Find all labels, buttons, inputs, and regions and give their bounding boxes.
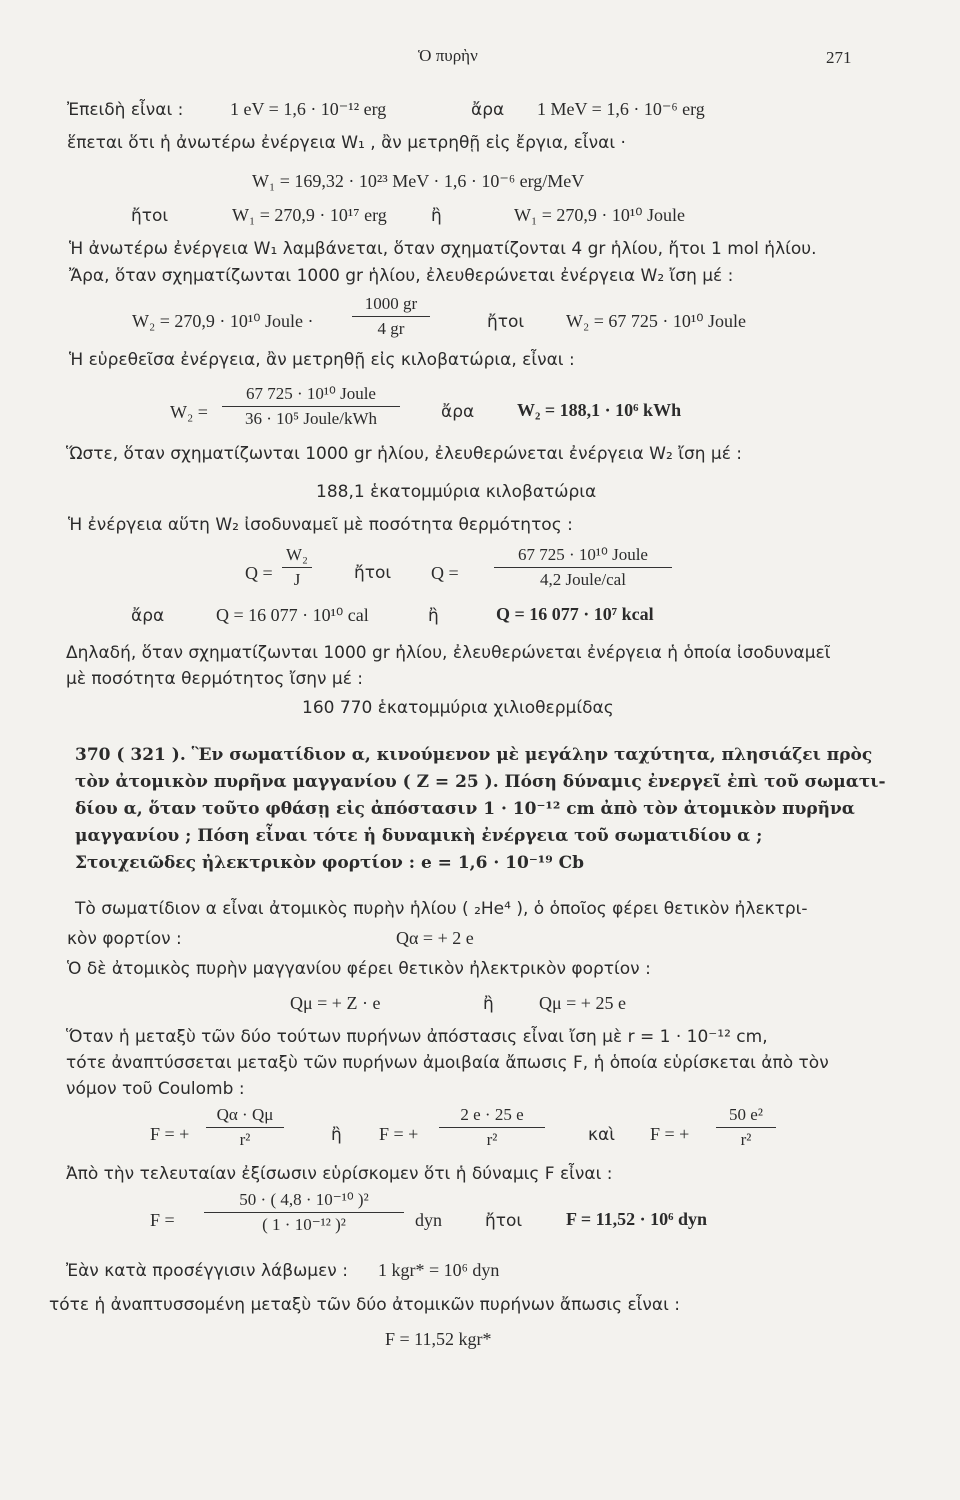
problem-text: 370 ( 321 ). Ἓν σωματίδιον α, κινούμενον μὲ μεγάλην ταχύτητα, πλησιάζει πρὸς bbox=[75, 745, 873, 765]
text-line: 188,1 ἑκατομμύρια κιλοβατώρια bbox=[316, 482, 597, 502]
fraction-denominator: 4 gr bbox=[377, 319, 405, 338]
equation: W₂ = 270,9 · 10¹⁰ Joule · bbox=[132, 311, 314, 331]
text-line: Ἡ ἐνέργεια αὕτη W₂ ἰσοδυναμεῖ μὲ ποσότητα θερμότητος : bbox=[68, 515, 573, 535]
equation: Q = 16 077 · 10¹⁰ cal bbox=[216, 605, 369, 625]
fraction-numerator: 50 · ( 4,8 · 10⁻¹⁰ )² bbox=[204, 1190, 404, 1213]
equation: W₁ = 169,32 · 10²³ MeV · 1,6 · 10⁻⁶ erg/MeV bbox=[252, 171, 585, 191]
equation: Qμ = + Z · e bbox=[290, 993, 381, 1013]
text-line: Ὥστε, ὅταν σχηματίζωνται 1000 gr ἡλίου, ἐλευθερώνεται ἐνέργεια W₂ ἴση μέ : bbox=[66, 444, 743, 464]
text-line: Ἐὰν κατὰ προσέγγισιν λάβωμεν : bbox=[66, 1261, 348, 1281]
text-line: Ἀπὸ τὴν τελευταίαν ἐξίσωσιν εὑρίσκομεν ὅτι ἡ δύναμις F εἶναι : bbox=[66, 1164, 613, 1184]
text-line: Ὁ δὲ ἀτομικὸς πυρὴν μαγγανίου φέρει θετικὸν ἠλεκτρικὸν φορτίον : bbox=[67, 959, 651, 979]
text-line: μὲ ποσότητα θερμότητος ἴσην μέ : bbox=[66, 669, 364, 689]
text-line: τότε ἡ ἀναπτυσσομένη μεταξὺ τῶν δύο ἀτομικῶν πυρήνων ἄπωσις εἶναι : bbox=[49, 1295, 681, 1315]
fraction bbox=[494, 545, 672, 590]
fraction-numerator: 2 e · 25 e bbox=[439, 1105, 545, 1128]
text-line: ἤτοι bbox=[131, 206, 169, 226]
fraction bbox=[716, 1105, 776, 1150]
text-line: ἄρα bbox=[131, 606, 165, 626]
fraction-denominator: r² bbox=[239, 1130, 251, 1149]
equation: Qα = + 2 e bbox=[396, 928, 474, 948]
running-head: Ὁ πυρὴν bbox=[418, 46, 478, 65]
fraction-denominator: 4,2 Joule/cal bbox=[540, 570, 626, 589]
fraction bbox=[439, 1105, 545, 1150]
equation: Qμ = + 25 e bbox=[539, 993, 626, 1013]
text-line: ἕπεται ὅτι ἡ ἀνωτέρω ἐνέργεια W₁ , ἂν μετρηθῇ εἰς ἔργια, εἶναι · bbox=[67, 133, 626, 153]
equation: W₂ = 67 725 · 10¹⁰ Joule bbox=[566, 311, 747, 331]
equation: W₁ = 270,9 · 10¹⁰ Joule bbox=[514, 205, 686, 225]
fraction bbox=[282, 545, 312, 590]
fraction bbox=[352, 294, 430, 339]
text-line: καὶ bbox=[588, 1125, 615, 1145]
fraction-numerator: 67 725 · 10¹⁰ Joule bbox=[222, 384, 400, 407]
text-line: ἢ bbox=[331, 1125, 342, 1145]
fraction-numerator: W₂ bbox=[282, 545, 312, 568]
fraction-numerator: 50 e² bbox=[716, 1105, 776, 1128]
text-line: Ἄρα, ὅταν σχηματίζωνται 1000 gr ἡλίου, ἐλευθερώνεται ἐνέργεια W₂ ἴση μέ : bbox=[69, 266, 734, 286]
equation: F = + bbox=[150, 1124, 190, 1144]
equation: F = bbox=[150, 1210, 175, 1230]
equation: F = + bbox=[379, 1124, 419, 1144]
fraction-denominator: r² bbox=[486, 1130, 498, 1149]
text-line: ἢ bbox=[431, 206, 442, 226]
fraction-denominator: ( 1 · 10⁻¹² )² bbox=[262, 1215, 346, 1234]
equation: W₂ = bbox=[170, 402, 208, 422]
equation: F = + bbox=[650, 1124, 690, 1144]
equation-result: F = 11,52 · 10⁶ dyn bbox=[566, 1209, 708, 1229]
equation: F = 11,52 kgr* bbox=[385, 1329, 492, 1349]
text-line: ἢ bbox=[483, 994, 494, 1014]
text-line: νόμον τοῦ Coulomb : bbox=[66, 1079, 245, 1099]
equation-result: Q = 16 077 · 10⁷ kcal bbox=[496, 604, 654, 624]
text-line: Ἐπειδὴ εἶναι : bbox=[67, 100, 184, 120]
problem-text: δίου α, ὅταν τοῦτο φθάσῃ εἰς ἀπόστασιν 1 · 10⁻¹² cm ἀπὸ τὸν ἀτομικὸν πυρῆνα bbox=[75, 799, 855, 819]
fraction bbox=[222, 384, 400, 429]
problem-text: μαγγανίου ; Πόση εἶναι τότε ἡ δυναμικὴ ἐνέργεια τοῦ σωματιδίου α ; bbox=[75, 826, 763, 846]
equation: dyn bbox=[415, 1210, 442, 1230]
equation: Q = bbox=[245, 563, 273, 583]
text-line: Δηλαδή, ὅταν σχηματίζωνται 1000 gr ἡλίου, ἐλευθερώνεται ἐνέργεια ἡ ὁποία ἰσοδυναμεῖ bbox=[66, 643, 831, 663]
fraction bbox=[204, 1190, 404, 1235]
equation-result: W₂ = 188,1 · 10⁶ kWh bbox=[517, 400, 682, 420]
text-line: τότε ἀναπτύσσεται μεταξὺ τῶν πυρήνων ἀμοιβαία ἄπωσις F, ἡ ὁποία εὑρίσκεται ἀπὸ τὸν bbox=[66, 1053, 829, 1073]
page-number: 271 bbox=[826, 48, 852, 67]
fraction-numerator: Qα · Qμ bbox=[206, 1105, 284, 1128]
text-line: Ὅταν ἡ μεταξὺ τῶν δύο τούτων πυρήνων ἀπόστασις εἶναι ἴση μὲ r = 1 · 10⁻¹² cm, bbox=[66, 1027, 768, 1047]
text-line: ἤτοι bbox=[354, 563, 392, 583]
text-line: Ἡ εὑρεθεῖσα ἐνέργεια, ἂν μετρηθῇ εἰς κιλοβατώρια, εἶναι : bbox=[69, 350, 575, 370]
equation: 1 MeV = 1,6 · 10⁻⁶ erg bbox=[537, 99, 705, 119]
problem-text: τὸν ἀτομικὸν πυρῆνα μαγγανίου ( Z = 25 ). Πόση δύναμις ἐνεργεῖ ἐπὶ τοῦ σωματι- bbox=[75, 772, 886, 792]
fraction-numerator: 67 725 · 10¹⁰ Joule bbox=[494, 545, 672, 568]
problem-text: Στοιχειῶδες ἠλεκτρικὸν φορτίον : e = 1,6 · 10⁻¹⁹ Cb bbox=[75, 853, 585, 873]
fraction-denominator: J bbox=[293, 570, 301, 589]
equation: Q = bbox=[431, 563, 459, 583]
equation: 1 eV = 1,6 · 10⁻¹² erg bbox=[230, 99, 387, 119]
equation: W₁ = 270,9 · 10¹⁷ erg bbox=[232, 205, 387, 225]
text-line: Τὸ σωματίδιον α εἶναι ἀτομικὸς πυρὴν ἡλίου ( ₂He⁴ ), ὁ ὁποῖος φέρει θετικὸν ἠλεκτρι- bbox=[75, 899, 808, 919]
text-line: ἄρα bbox=[471, 100, 505, 120]
text-line: ἤτοι bbox=[485, 1211, 523, 1231]
text-line: ἤτοι bbox=[487, 312, 525, 332]
text-line: 160 770 ἑκατομμύρια χιλιοθερμίδας bbox=[302, 698, 614, 718]
text-line: ἢ bbox=[428, 606, 439, 626]
text-line: ἄρα bbox=[441, 402, 475, 422]
text-line: Ἡ ἀνωτέρω ἐνέργεια W₁ λαμβάνεται, ὅταν σχηματίζονται 4 gr ἡλίου, ἤτοι 1 mol ἡλίου. bbox=[69, 239, 817, 259]
fraction-numerator: 1000 gr bbox=[352, 294, 430, 317]
fraction-denominator: 36 · 10⁵ Joule/kWh bbox=[245, 409, 377, 428]
equation: 1 kgr* = 10⁶ dyn bbox=[378, 1260, 500, 1280]
fraction-denominator: r² bbox=[740, 1130, 752, 1149]
text-line: κὸν φορτίον : bbox=[67, 929, 182, 949]
fraction bbox=[206, 1105, 284, 1150]
